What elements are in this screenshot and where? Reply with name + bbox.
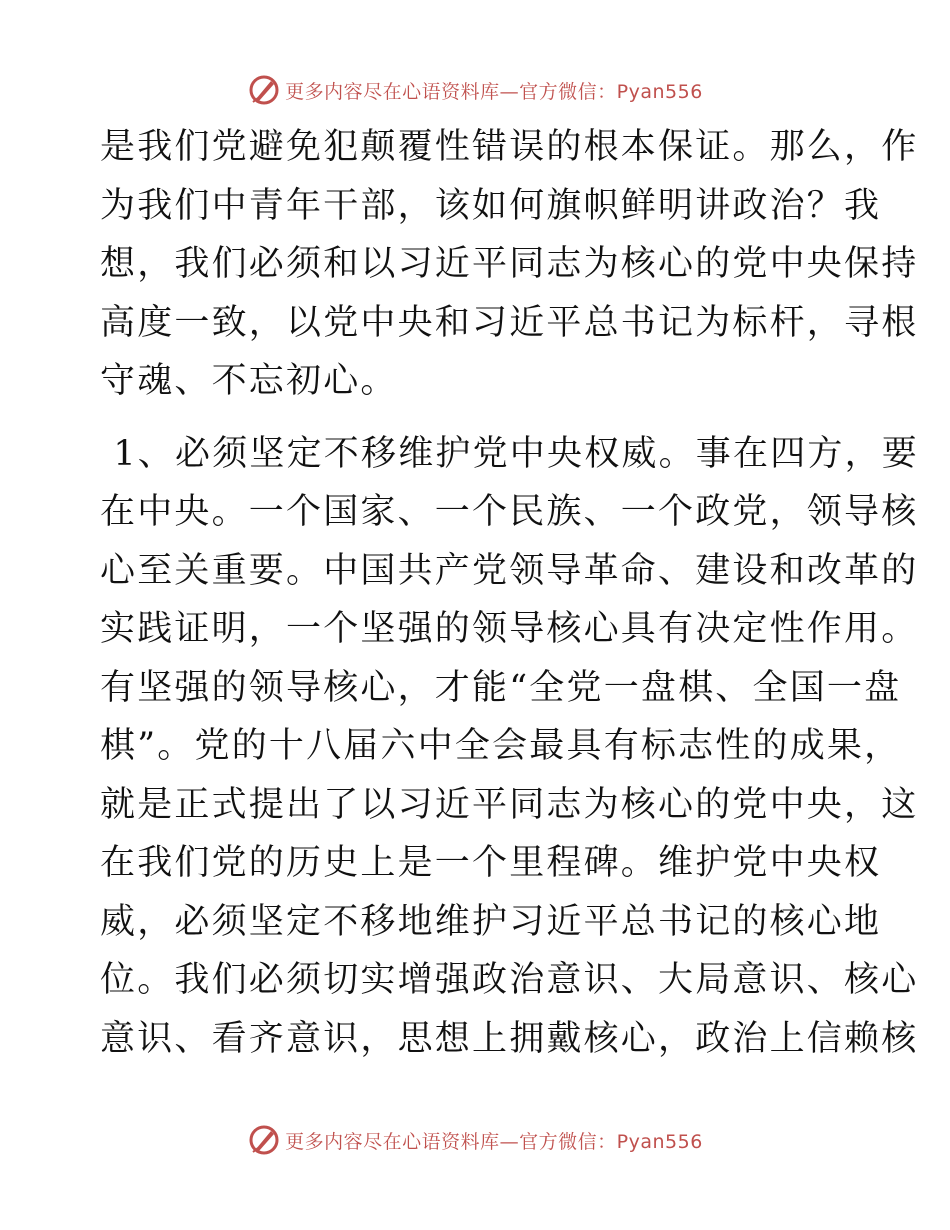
watermark-text: 更多内容尽在心语资料库—官方微信：Pyan556 [285,80,703,103]
text-line: 心至关重要。中国共产党领导革命、建设和改革的 [100,550,919,591]
document-body [100,118,919,1068]
text-line: 在中央。一个国家、一个民族、一个政党，领导核 [100,492,919,532]
text-line: 意识、看齐意识，思想上拥戴核心，政治上信赖核 [100,1018,919,1059]
paragraph-2 [100,425,919,1069]
paragraph-1 [100,118,919,411]
text-line: 想，我们必须和以习近平同志为核心的党中央保持 [100,244,919,284]
header-watermark [0,70,950,110]
text-line: 棋”。党的十八届六中全会最具有标志性的成果， [100,726,902,766]
wechat-id: Pyan556 [616,80,703,103]
watermark-text: 更多内容尽在心语资料库—官方微信：Pyan556 [285,1130,703,1153]
quill-logo-icon [247,1123,281,1157]
text-line: 位。我们必须切实增强政治意识、大局意识、核心 [100,960,919,1000]
text-line: 有坚强的领导核心，才能“全党一盘棋、全国一盘 [100,667,902,708]
text-line: 为我们中青年干部，该如何旗帜鲜明讲政治？我 [100,185,882,226]
quill-logo-icon [247,73,281,107]
text-line: 威，必须坚定不移地维护习近平总书记的核心地 [100,901,882,942]
text-line: 守魂、不忘初心。 [100,361,398,401]
text-line: 实践证明，一个坚强的领导核心具有决定性作用。 [100,609,919,649]
footer-watermark [0,1120,950,1160]
text-line: 就是正式提出了以习近平同志为核心的党中央，这 [100,784,919,825]
text-line: 是我们党避免犯颠覆性错误的根本保证。那么，作 [100,127,919,167]
wechat-id: Pyan556 [616,1130,703,1153]
text-line: 高度一致，以党中央和习近平总书记为标杆，寻根 [100,302,919,343]
text-line: 1、必须坚定不移维护党中央权威。事在四方，要 [100,433,919,474]
text-line: 在我们党的历史上是一个里程碑。维护党中央权 [100,843,882,883]
